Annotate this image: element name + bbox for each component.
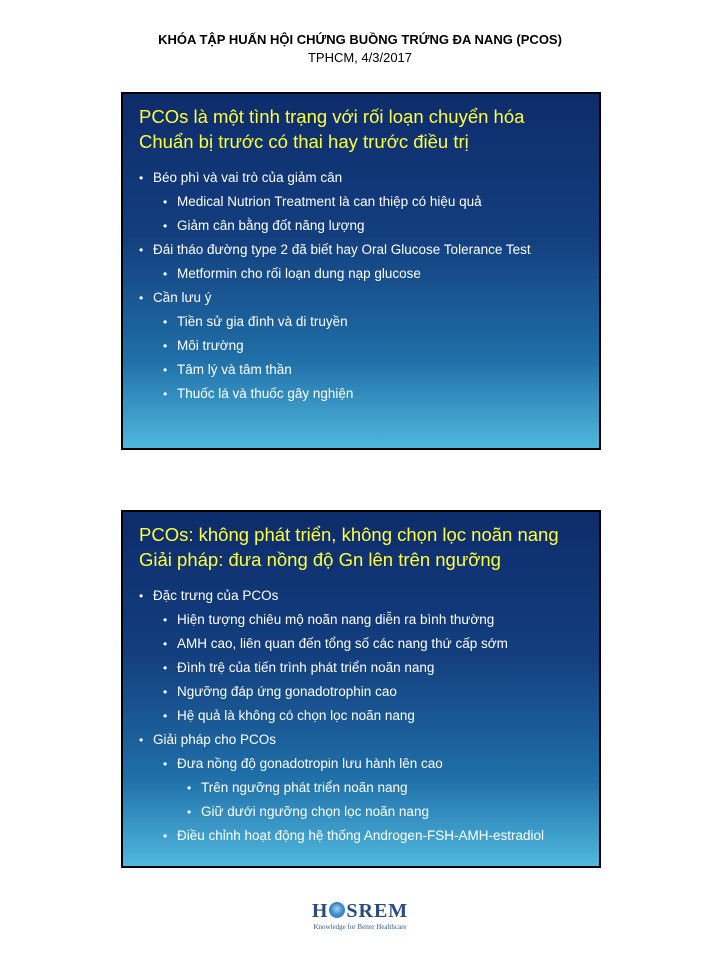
bullet-text: Cần lưu ý: [153, 290, 212, 305]
bullet-dot-icon: •: [163, 637, 168, 651]
bullet-item: [139, 656, 593, 680]
bullet-dot-icon: •: [187, 781, 192, 795]
bullet-text: Hệ quả là không có chọn lọc noãn nang: [177, 708, 415, 723]
bullet-item: [139, 166, 593, 190]
logo-tagline: Knowledge for Better Healthcare: [313, 923, 407, 931]
bullet-text: Giải pháp cho PCOs: [153, 732, 277, 747]
bullet-text: Đình trệ của tiến trình phát triển noãn nang: [177, 660, 435, 675]
bullet-dot-icon: •: [163, 267, 168, 281]
bullet-dot-icon: •: [139, 733, 144, 747]
bullet-text: Trên ngưỡng phát triển noãn nang: [201, 780, 408, 795]
bullet-text: Điều chỉnh hoạt động hệ thống Androgen-FSH-AMH-estradiol: [177, 828, 544, 843]
bullet-text: Đưa nồng độ gonadotropin lưu hành lên cao: [177, 756, 443, 771]
bullet-item: [139, 800, 593, 824]
bullet-item: [139, 286, 593, 310]
bullet-text: Hiện tượng chiêu mộ noãn nang diễn ra bình thường: [177, 612, 495, 627]
bullet-list: [139, 584, 593, 848]
bullet-item: [139, 752, 593, 776]
document-subtitle: TPHCM, 4/3/2017: [307, 50, 413, 65]
bullet-dot-icon: •: [163, 195, 168, 209]
bullet-dot-icon: •: [163, 685, 168, 699]
bullet-text: Đái tháo đường type 2 đã biết hay Oral Glucose Tolerance Test: [153, 242, 531, 257]
bullet-text: Đặc trưng của PCOs: [153, 588, 279, 603]
logo-wordmark: [300, 900, 420, 922]
bullet-item: [139, 824, 593, 848]
bullet-text: Tiền sử gia đình và di truyền: [177, 314, 348, 329]
bullet-text: Béo phì và vai trò của giảm cân: [153, 170, 343, 185]
bullet-dot-icon: •: [163, 829, 168, 843]
bullet-dot-icon: •: [163, 339, 168, 353]
bullet-dot-icon: •: [163, 219, 168, 233]
bullet-text: Môi trường: [177, 338, 244, 353]
slide-title: [139, 104, 591, 154]
bullet-text: Tâm lý và tâm thần: [177, 362, 292, 377]
bullet-item: [139, 776, 593, 800]
bullet-dot-icon: •: [163, 661, 168, 675]
bullet-item: [139, 680, 593, 704]
bullet-item: [139, 632, 593, 656]
bullet-item: [139, 190, 593, 214]
bullet-dot-icon: •: [139, 243, 144, 257]
bullet-dot-icon: •: [139, 171, 144, 185]
hosrem-logo: [300, 900, 420, 932]
bullet-item: [139, 238, 593, 262]
bullet-dot-icon: •: [139, 589, 144, 603]
bullet-item: [139, 358, 593, 382]
logo-text-end: SREM: [346, 900, 409, 922]
slide-title-line: PCOs là một tình trạng với rối loạn chuyển hóa: [139, 106, 525, 127]
bullet-item: [139, 382, 593, 406]
bullet-dot-icon: •: [187, 805, 192, 819]
bullet-dot-icon: •: [163, 613, 168, 627]
bullet-text: Giữ dưới ngưỡng chọn lọc noãn nang: [201, 804, 429, 819]
logo-text-start: H: [311, 900, 329, 922]
bullet-item: [139, 214, 593, 238]
bullet-item: [139, 608, 593, 632]
bullet-item: [139, 728, 593, 752]
bullet-text: AMH cao, liên quan đến tổng số các nang thứ cấp sớm: [177, 636, 508, 651]
slide-title: [139, 522, 591, 572]
bullet-text: Ngưỡng đáp ứng gonadotrophin cao: [177, 684, 397, 699]
bullet-item: [139, 310, 593, 334]
bullet-dot-icon: •: [163, 363, 168, 377]
slide-2: [121, 510, 601, 868]
slide-title-line: PCOs: không phát triển, không chọn lọc noãn nang: [139, 524, 559, 545]
bullet-item: [139, 262, 593, 286]
slide-title-line: Chuẩn bị trước có thai hay trước điều trị: [139, 131, 469, 152]
bullet-dot-icon: •: [139, 291, 144, 305]
document-title: KHÓA TẬP HUẤN HỘI CHỨNG BUỒNG TRỨNG ĐA NANG (PCOS): [158, 32, 562, 47]
bullet-list: [139, 166, 593, 406]
bullet-dot-icon: •: [163, 387, 168, 401]
bullet-item: [139, 704, 593, 728]
slide-title-line: Giải pháp: đưa nồng độ Gn lên trên ngưỡng: [139, 549, 501, 570]
bullet-item: [139, 584, 593, 608]
bullet-dot-icon: •: [163, 757, 168, 771]
bullet-dot-icon: •: [163, 709, 168, 723]
slide-1: [121, 92, 601, 450]
bullet-text: Thuốc lá và thuốc gây nghiện: [177, 386, 354, 401]
globe-icon: [329, 902, 345, 918]
bullet-text: Medical Nutrion Treatment là can thiệp có hiệu quả: [177, 194, 482, 209]
bullet-text: Giảm cân bằng đốt năng lượng: [177, 218, 365, 233]
bullet-text: Metformin cho rối loạn dung nạp glucose: [177, 266, 421, 281]
bullet-item: [139, 334, 593, 358]
bullet-dot-icon: •: [163, 315, 168, 329]
